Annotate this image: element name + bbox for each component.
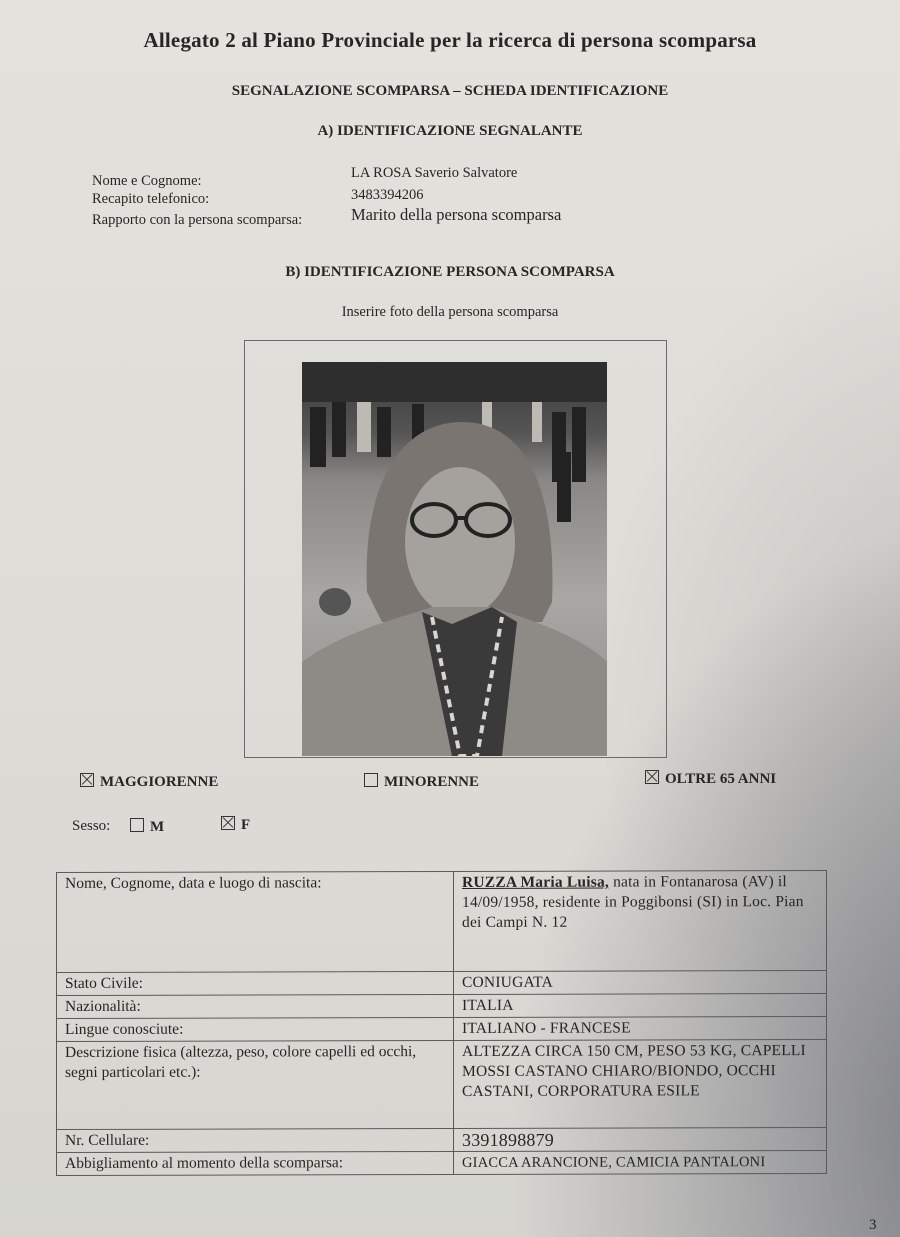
row-value: GIACCA ARANCIONE, CAMICIA PANTALONI	[454, 1150, 827, 1174]
table-row	[57, 1150, 827, 1175]
age-option-oltre-65[interactable]	[645, 770, 776, 788]
sex-option-label: M	[150, 819, 165, 835]
missing-person-photo	[302, 362, 607, 756]
row-value	[454, 870, 827, 971]
document-title: Allegato 2 al Piano Provinciale per la ricerca di persona scomparsa	[143, 28, 757, 52]
table-row	[57, 870, 827, 972]
reporter-name-label: Nome e Cognome:	[92, 173, 202, 189]
age-option-label: OLTRE 65 ANNI	[665, 771, 777, 787]
page-number: 3	[869, 1217, 877, 1233]
section-b-heading: B) IDENTIFICAZIONE PERSONA SCOMPARSA	[285, 264, 615, 280]
document-subtitle: SEGNALAZIONE SCOMPARSA – SCHEDA IDENTIFICAZIONE	[231, 83, 669, 99]
checkbox-checked-icon[interactable]	[221, 816, 235, 830]
row-value: ITALIANO - FRANCESE	[454, 1016, 827, 1040]
missing-person-name: RUZZA Maria Luisa,	[462, 873, 609, 891]
reporter-phone-value: 3483394206	[351, 187, 424, 203]
row-label: Descrizione fisica (altezza, peso, colore capelli ed occhi, segni particolari etc.):	[57, 1040, 454, 1129]
row-value: ITALIA	[454, 993, 827, 1017]
row-label: Nr. Cellulare:	[57, 1128, 454, 1152]
age-option-label: MINORENNE	[384, 774, 480, 790]
reporter-relation-label: Rapporto con la persona scomparsa:	[92, 212, 303, 228]
sex-option-f[interactable]	[221, 816, 250, 834]
table-row	[57, 1039, 827, 1129]
reporter-name-value: LA ROSA Saverio Salvatore	[351, 165, 518, 181]
reporter-phone-label: Recapito telefonico:	[92, 191, 210, 207]
table-row	[57, 993, 827, 1018]
age-option-label: MAGGIORENNE	[100, 774, 219, 790]
row-label: Abbigliamento al momento della scomparsa:	[57, 1151, 454, 1175]
age-option-minorenne[interactable]	[364, 773, 479, 791]
sex-option-m[interactable]	[130, 818, 164, 836]
row-value: ALTEZZA CIRCA 150 CM, PESO 53 KG, CAPELLI MOSSI CASTANO CHIARO/BIONDO, OCCHI CASTANI, CORPORATURA ESILE	[454, 1039, 827, 1128]
row-label: Nazionalità:	[57, 994, 454, 1018]
row-label: Lingue conosciute:	[57, 1017, 454, 1041]
sex-option-label: F	[241, 817, 251, 833]
row-value: 3391898879	[454, 1127, 827, 1151]
checkbox-checked-icon[interactable]	[645, 770, 659, 784]
table-row	[57, 1127, 827, 1152]
table-row	[57, 970, 827, 995]
row-value: CONIUGATA	[454, 970, 827, 994]
age-option-maggiorenne[interactable]	[80, 773, 218, 791]
reporter-relation-value: Marito della persona scomparsa	[351, 205, 562, 224]
identification-table	[56, 870, 827, 1176]
checkbox-empty-icon[interactable]	[364, 773, 378, 787]
row-label: Nome, Cognome, data e luogo di nascita:	[57, 871, 454, 972]
checkbox-checked-icon[interactable]	[80, 773, 94, 787]
photo-hint: Inserire foto della persona scomparsa	[341, 304, 559, 320]
photo-illustration	[302, 362, 607, 756]
sex-label: Sesso:	[72, 818, 111, 834]
checkbox-empty-icon[interactable]	[130, 818, 144, 832]
table-row	[57, 1016, 827, 1041]
birth-residence-details: nata in Fontanarosa (AV) il 14/09/1958, residente in Poggibonsi (SI) in Loc. Pian dei Campi N. 12	[462, 873, 804, 931]
section-a-heading: A) IDENTIFICAZIONE SEGNALANTE	[317, 123, 583, 139]
row-label: Stato Civile:	[57, 971, 454, 995]
